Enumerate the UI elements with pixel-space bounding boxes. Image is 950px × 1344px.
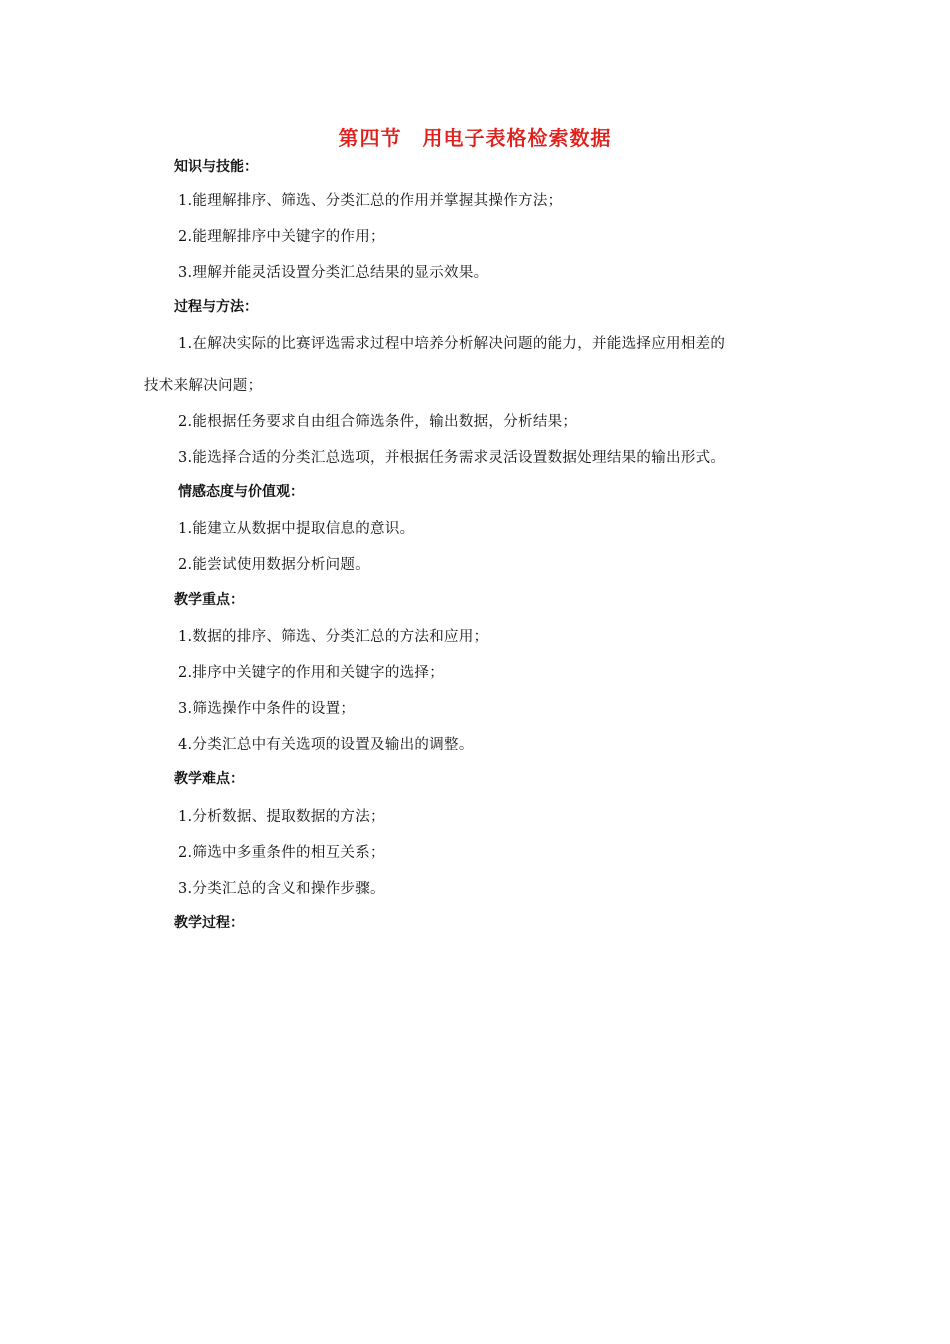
list-item-continuation: 技术来解决问题；	[144, 378, 263, 394]
list-item: 1.能建立从数据中提取信息的意识。	[178, 521, 415, 537]
heading-procedure: 教学过程：	[174, 915, 244, 931]
list-item: 3.能选择合适的分类汇总选项，并根据任务需求灵活设置数据处理结果的输出形式。	[178, 450, 726, 466]
list-item: 1.能理解排序、筛选、分类汇总的作用并掌握其操作方法；	[178, 193, 563, 209]
list-item: 4.分类汇总中有关选项的设置及输出的调整。	[178, 737, 474, 753]
list-item: 3.理解并能灵活设置分类汇总结果的显示效果。	[178, 265, 489, 281]
list-item: 2.筛选中多重条件的相互关系；	[178, 845, 385, 861]
heading-knowledge-skills: 知识与技能：	[174, 159, 258, 175]
list-item: 2.能理解排序中关键字的作用；	[178, 229, 385, 245]
list-item: 1.分析数据、提取数据的方法；	[178, 809, 385, 825]
list-item: 1.数据的排序、筛选、分类汇总的方法和应用；	[178, 629, 489, 645]
heading-key-points: 教学重点：	[174, 592, 244, 608]
page-title: 第四节 用电子表格检索数据	[338, 126, 612, 150]
list-item: 2.能根据任务要求自由组合筛选条件，输出数据，分析结果；	[178, 414, 578, 430]
heading-attitudes-values: 情感态度与价值观：	[178, 484, 304, 500]
heading-difficulties: 教学难点：	[174, 771, 244, 787]
list-item: 2.能尝试使用数据分析问题。	[178, 557, 371, 573]
list-item: 1.在解决实际的比赛评选需求过程中培养分析解决问题的能力，并能选择应用相差的	[178, 336, 726, 352]
list-item: 3.筛选操作中条件的设置；	[178, 701, 356, 717]
list-item: 3.分类汇总的含义和操作步骤。	[178, 881, 385, 897]
list-item: 2.排序中关键字的作用和关键字的选择；	[178, 665, 445, 681]
heading-process-methods: 过程与方法：	[174, 299, 258, 315]
